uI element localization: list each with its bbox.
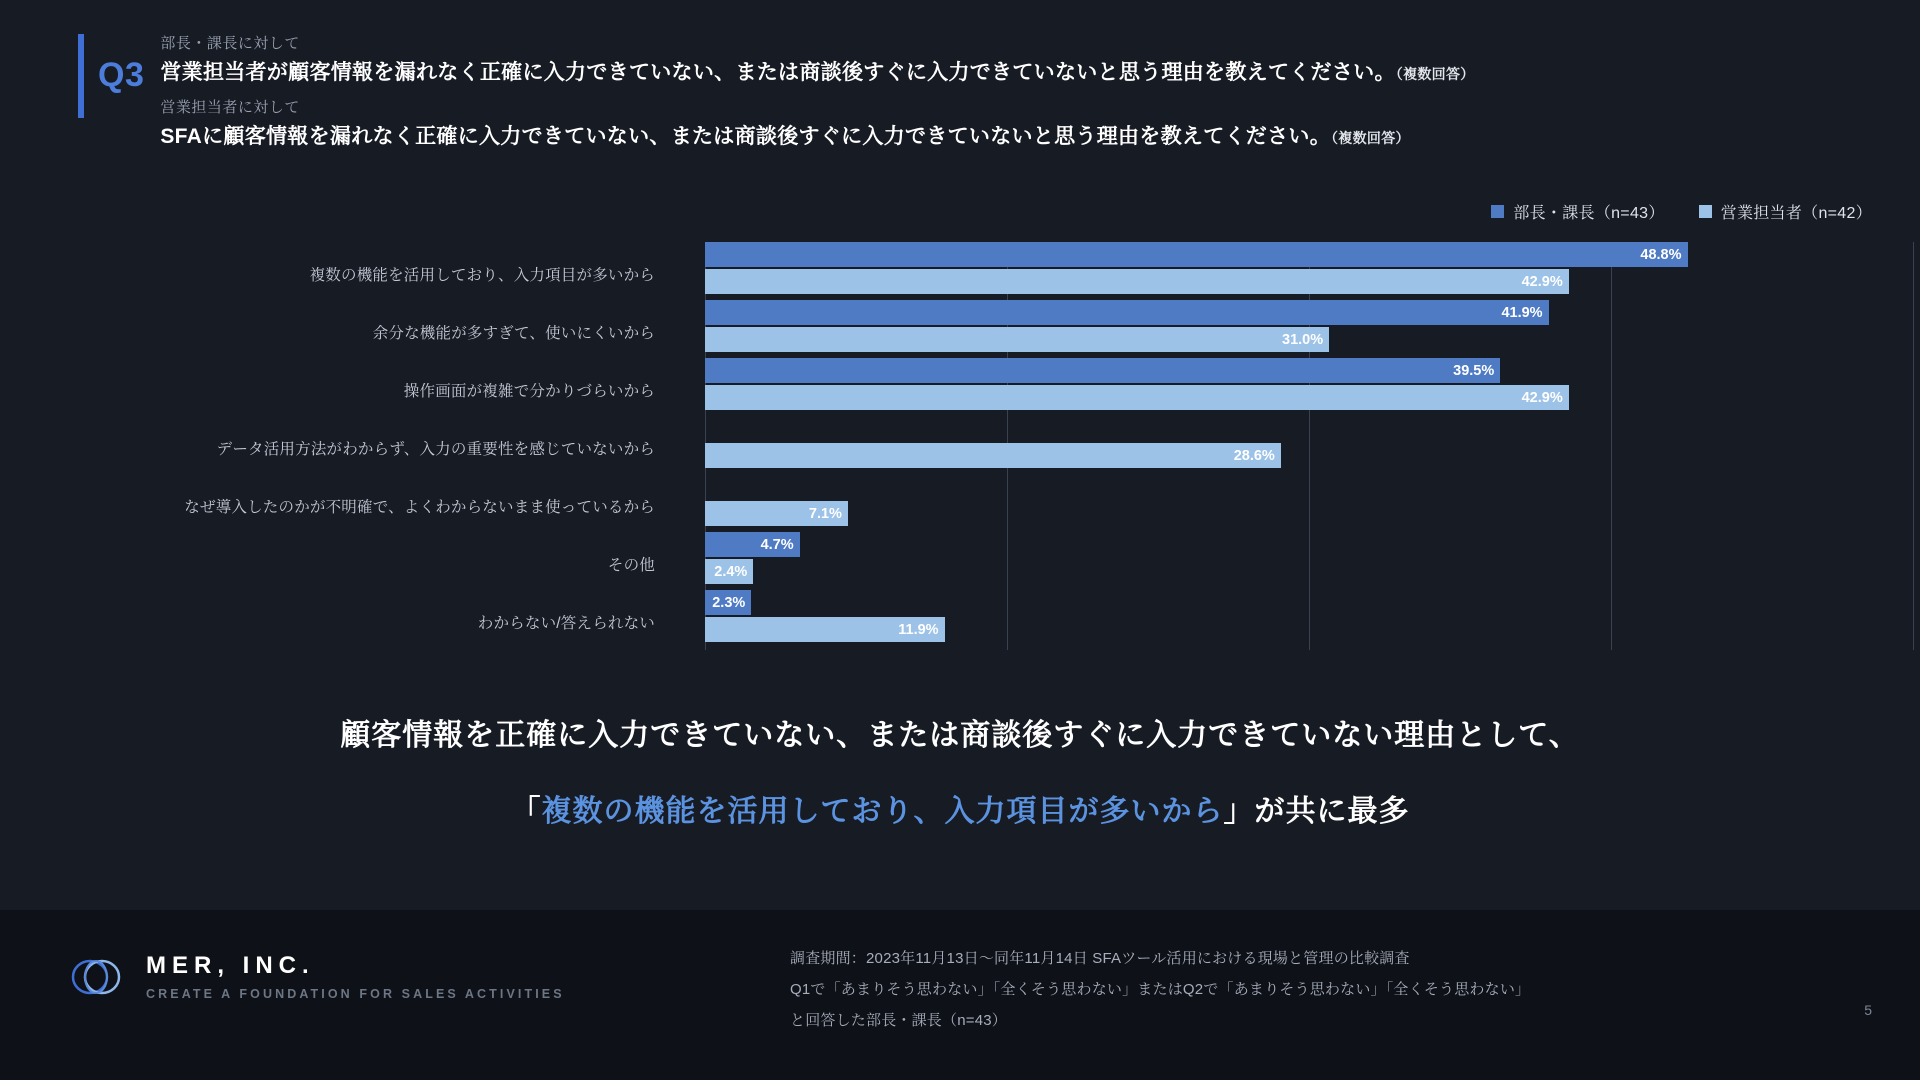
question-1-audience: 部長・課長に対して (160, 35, 300, 52)
bar-value-label: 28.6% (1233, 447, 1275, 464)
category-label: 複数の機能を活用しており、入力項目が多いから (309, 267, 655, 284)
bar-value-label: 7.1% (808, 505, 842, 522)
bar (705, 501, 848, 526)
plot-area (705, 242, 1913, 662)
legend-item (1491, 200, 1664, 223)
bar (705, 385, 1569, 410)
bar-value-label: 31.0% (1282, 331, 1324, 348)
footnote-2: Q1で「あまりそう思わない」「全くそう思わない」またはQ2で「あまりそう思わない」「全くそう思わない」 (790, 980, 1531, 998)
logo-tagline: CREATE A FOUNDATION FOR SALES ACTIVITIES (146, 987, 565, 1001)
footnotes (790, 944, 1530, 1036)
category-label: 余分な機能が多すぎて、使いにくいから (372, 325, 655, 342)
legend-label: 部長・課長（n=43） (1513, 205, 1665, 222)
bar-value-label: 4.7% (760, 536, 794, 553)
bar (705, 559, 753, 584)
question-header (78, 30, 1878, 160)
bar (705, 300, 1549, 325)
bar (705, 590, 751, 615)
mer-logo-icon (68, 954, 130, 1000)
category-label: 操作画面が複雑で分かりづらいから (403, 383, 655, 400)
bar-value-label: 42.9% (1521, 389, 1563, 406)
bar (705, 327, 1329, 352)
legend-swatch-icon (1699, 205, 1712, 218)
bar-value-label: 2.4% (714, 563, 748, 580)
bar-value-label: 2.3% (712, 594, 746, 611)
conclusion-line-1: 顧客情報を正確に入力できていない、または商談後すぐに入力できていない理由として、 (340, 719, 1580, 752)
question-1-main: 営業担当者が顧客情報を漏れなく正確に入力できていない、または商談後すぐに入力できていないと思う理由を教えてください。 (160, 61, 1396, 84)
question-2-text (160, 120, 1474, 150)
bar-value-label: 48.8% (1640, 246, 1682, 263)
footnote-3: と回答した部長・課長（n=43） (790, 1011, 1007, 1029)
bar (705, 358, 1500, 383)
category-axis-labels (40, 242, 665, 672)
category-label: データ活用方法がわからず、入力の重要性を感じていないから (216, 441, 655, 458)
conclusion-quote-open: 「 (510, 795, 542, 828)
legend-swatch-icon (1491, 205, 1504, 218)
bar-value-label: 41.9% (1501, 304, 1543, 321)
bar (705, 532, 800, 557)
conclusion-block (0, 710, 1920, 830)
question-1-text (160, 56, 1474, 86)
bar (705, 443, 1281, 468)
question-1-note: （複数回答） (1395, 66, 1475, 82)
category-label: その他 (607, 557, 655, 574)
conclusion-highlight: 複数の機能を活用しており、入力項目が多いから (541, 795, 1224, 828)
category-label: なぜ導入したのかが不明確で、よくわからないまま使っているから (184, 499, 655, 516)
page-number: 5 (1864, 1002, 1872, 1018)
legend-label: 営業担当者（n=42） (1720, 205, 1872, 222)
gridline (1913, 242, 1914, 650)
question-text-block (160, 32, 1474, 160)
bar-value-label: 42.9% (1521, 273, 1563, 290)
conclusion-quote-close: 」が共に最多 (1223, 795, 1410, 828)
footnote-1: 調査期間：2023年11月13日〜同年11月14日 SFAツール活用における現場と管理の比較調査 (790, 950, 1410, 967)
bar-chart (40, 242, 1880, 672)
category-label: わからない/答えられない (477, 615, 655, 632)
logo-title: MER, INC. (146, 952, 315, 979)
gridline (1611, 242, 1612, 650)
bar (705, 269, 1569, 294)
slide-footer (0, 910, 1920, 1080)
bar-value-label: 39.5% (1453, 362, 1495, 379)
bar-value-label: 11.9% (898, 621, 939, 638)
company-logo (68, 952, 565, 1001)
question-number: Q3 (98, 56, 145, 94)
chart-legend (1491, 200, 1872, 223)
accent-bar (78, 34, 84, 118)
bar (705, 617, 945, 642)
bar (705, 242, 1688, 267)
legend-item (1699, 200, 1872, 223)
logo-text-block (146, 952, 565, 1001)
question-2-main: SFAに顧客情報を漏れなく正確に入力できていない、または商談後すぐに入力できていないと思う理由を教えてください。 (160, 125, 1331, 148)
conclusion-line-2 (0, 786, 1920, 830)
question-2-note: （複数回答） (1331, 130, 1410, 146)
question-2-audience: 営業担当者に対して (160, 99, 300, 116)
